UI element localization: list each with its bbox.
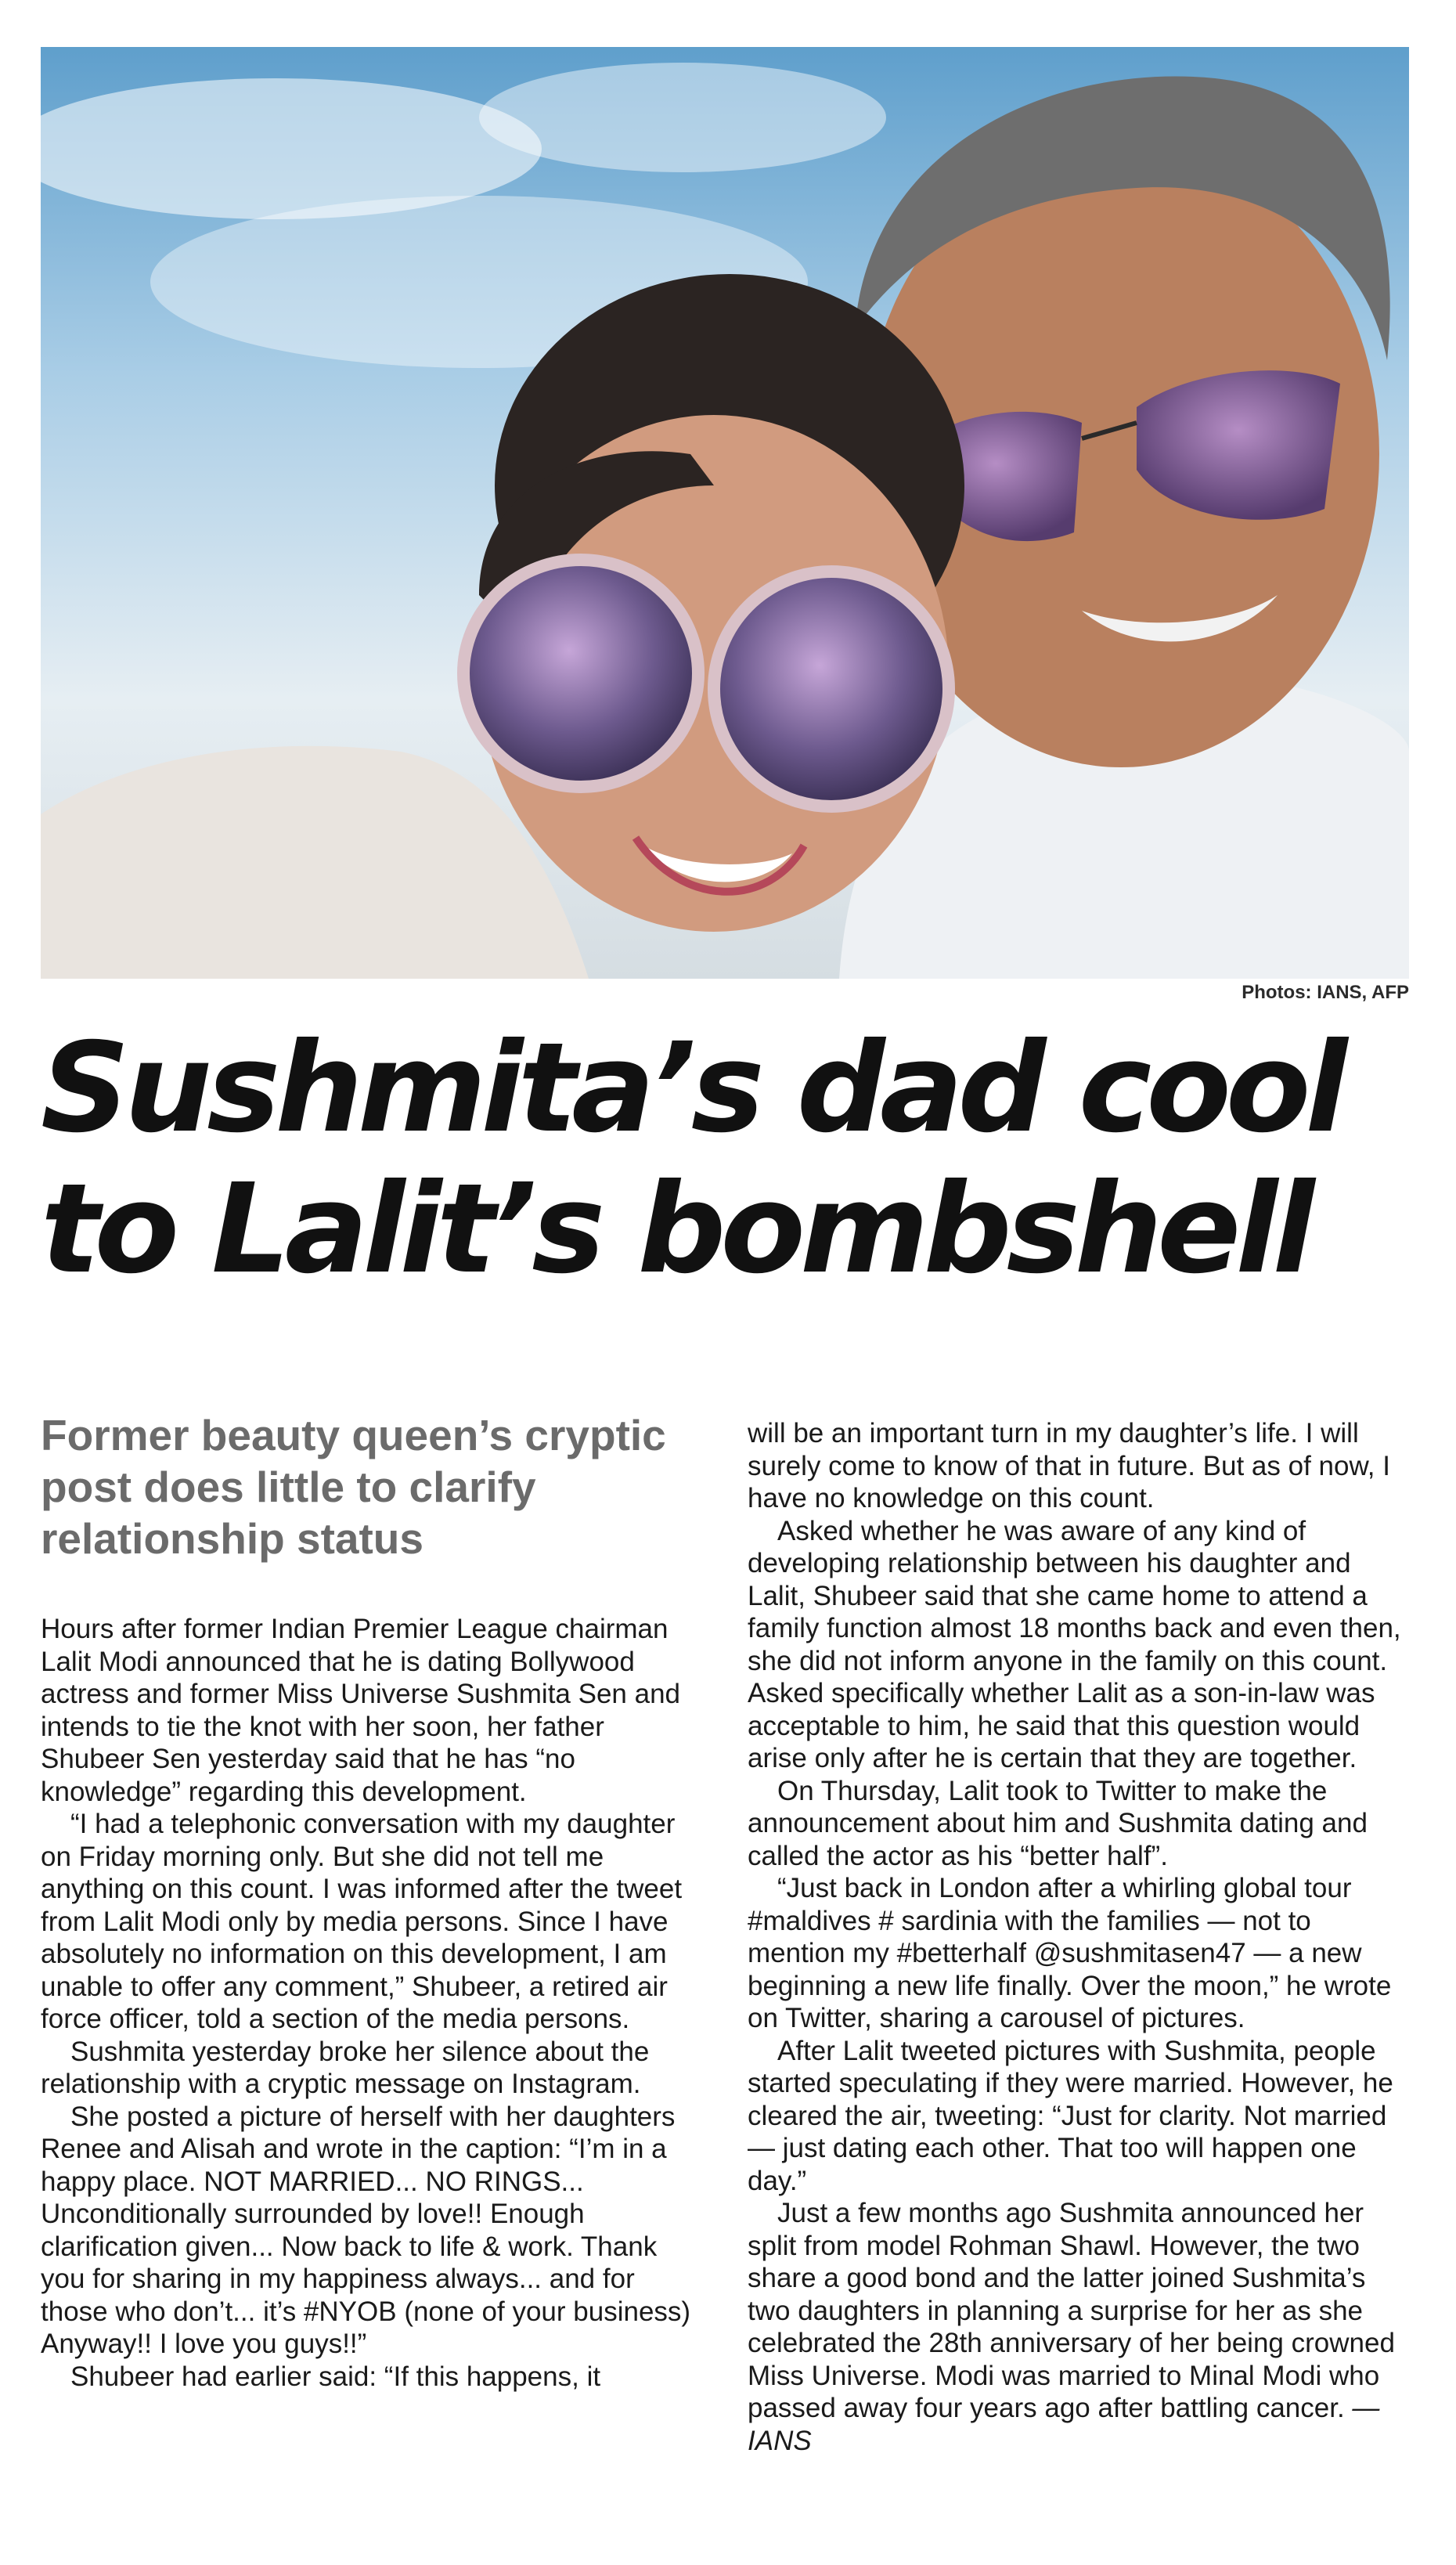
article-column-1 (41, 1613, 706, 2393)
article-column-2 (748, 1417, 1413, 2457)
headline-line-2: to Lalit’s bombshell (41, 1157, 1310, 1301)
headline (41, 1018, 1418, 1300)
headline-line-1: Sushmita’s dad cool (41, 1016, 1342, 1160)
paragraph: On Thursday, Lalit took to Twitter to make the announcement about him and Sushmita dating and called the actor as his “better half”. (748, 1775, 1368, 1871)
paragraph: Shubeer had earlier said: “If this happens, it (70, 2361, 601, 2392)
paragraph: After Lalit tweeted pictures with Sushmita, people started speculating if they were married. However, he cleared the air, tweeting: “Just for clarity. Not married — just dating each other. That too will happen one day.” (748, 2035, 1393, 2196)
paragraph-last (748, 2197, 1413, 2457)
paragraph-text: Just a few months ago Sushmita announced her split from model Rohman Shawl. However, the two share a good bond and the latter joined Sushmita’s two daughters in planning a surprise for her as she celebrated the 28th anniversary of her being crowned Miss Universe. Modi was married to Minal Modi who passed away four years ago after battling cancer. (748, 2198, 1395, 2423)
paragraph: Sushmita yesterday broke her silence about the relationship with a cryptic message on Instagram. (41, 2036, 650, 2099)
byline: —IANS (748, 2393, 1380, 2456)
paragraph: She posted a picture of herself with her daughters Renee and Alisah and wrote in the caption: “I’m in a happy place. NOT MARRIED... NO RINGS... Unconditionally surrounded by love!! Enough clarification given... Now back to life & work. Thank you for sharing in my happiness always... and for those who don’t... it’s #NYOB (none of your business) Anyway!! I love you guys!!” (41, 2101, 691, 2359)
paragraph: Asked whether he was aware of any kind of developing relationship between his daughter and Lalit, Shubeer said that she came home to attend a family function almost 18 months back and even then, she did not inform anyone in the family on this count. Asked specifically whether Lalit as a son-in-law was acceptable to him, he said that this question would arise only after he is certain that they are together. (748, 1515, 1401, 1773)
photo-illustration (41, 47, 1409, 979)
article-photo (41, 47, 1409, 979)
paragraph: Hours after former Indian Premier League chairman Lalit Modi announced that he is dating Bollywood actress and former Miss Universe Sushmita Sen and intends to tie the knot with her soon, her father Shubeer Sen yesterday said that he has “no knowledge” regarding this development. (41, 1614, 680, 1807)
photo-credit: Photos: IANS, AFP (1242, 982, 1409, 1003)
paragraph: “I had a telephonic conversation with my daughter on Friday morning only. But she did not tell me anything on this count. I was informed after the tweet from Lalit Modi only by media persons. Since I have absolutely no information on this development, I am unable to offer any comment,” Shubeer, a retired air force officer, told a section of the media persons. (41, 1809, 683, 2034)
standfirst: Former beauty queen’s cryptic post does little to clarify relationship status (41, 1411, 666, 1563)
paragraph: will be an important turn in my daughter’s life. I will surely come to know of that in future. But as of now, I have no knowledge on this count. (748, 1418, 1390, 1513)
paragraph: “Just back in London after a whirling global tour #maldives # sardinia with the families — not to mention my #betterhalf @sushmitasen47 — a new beginning a new life finally. Over the moon,” he wrote on Twitter, sharing a carousel of pictures. (748, 1873, 1392, 2033)
